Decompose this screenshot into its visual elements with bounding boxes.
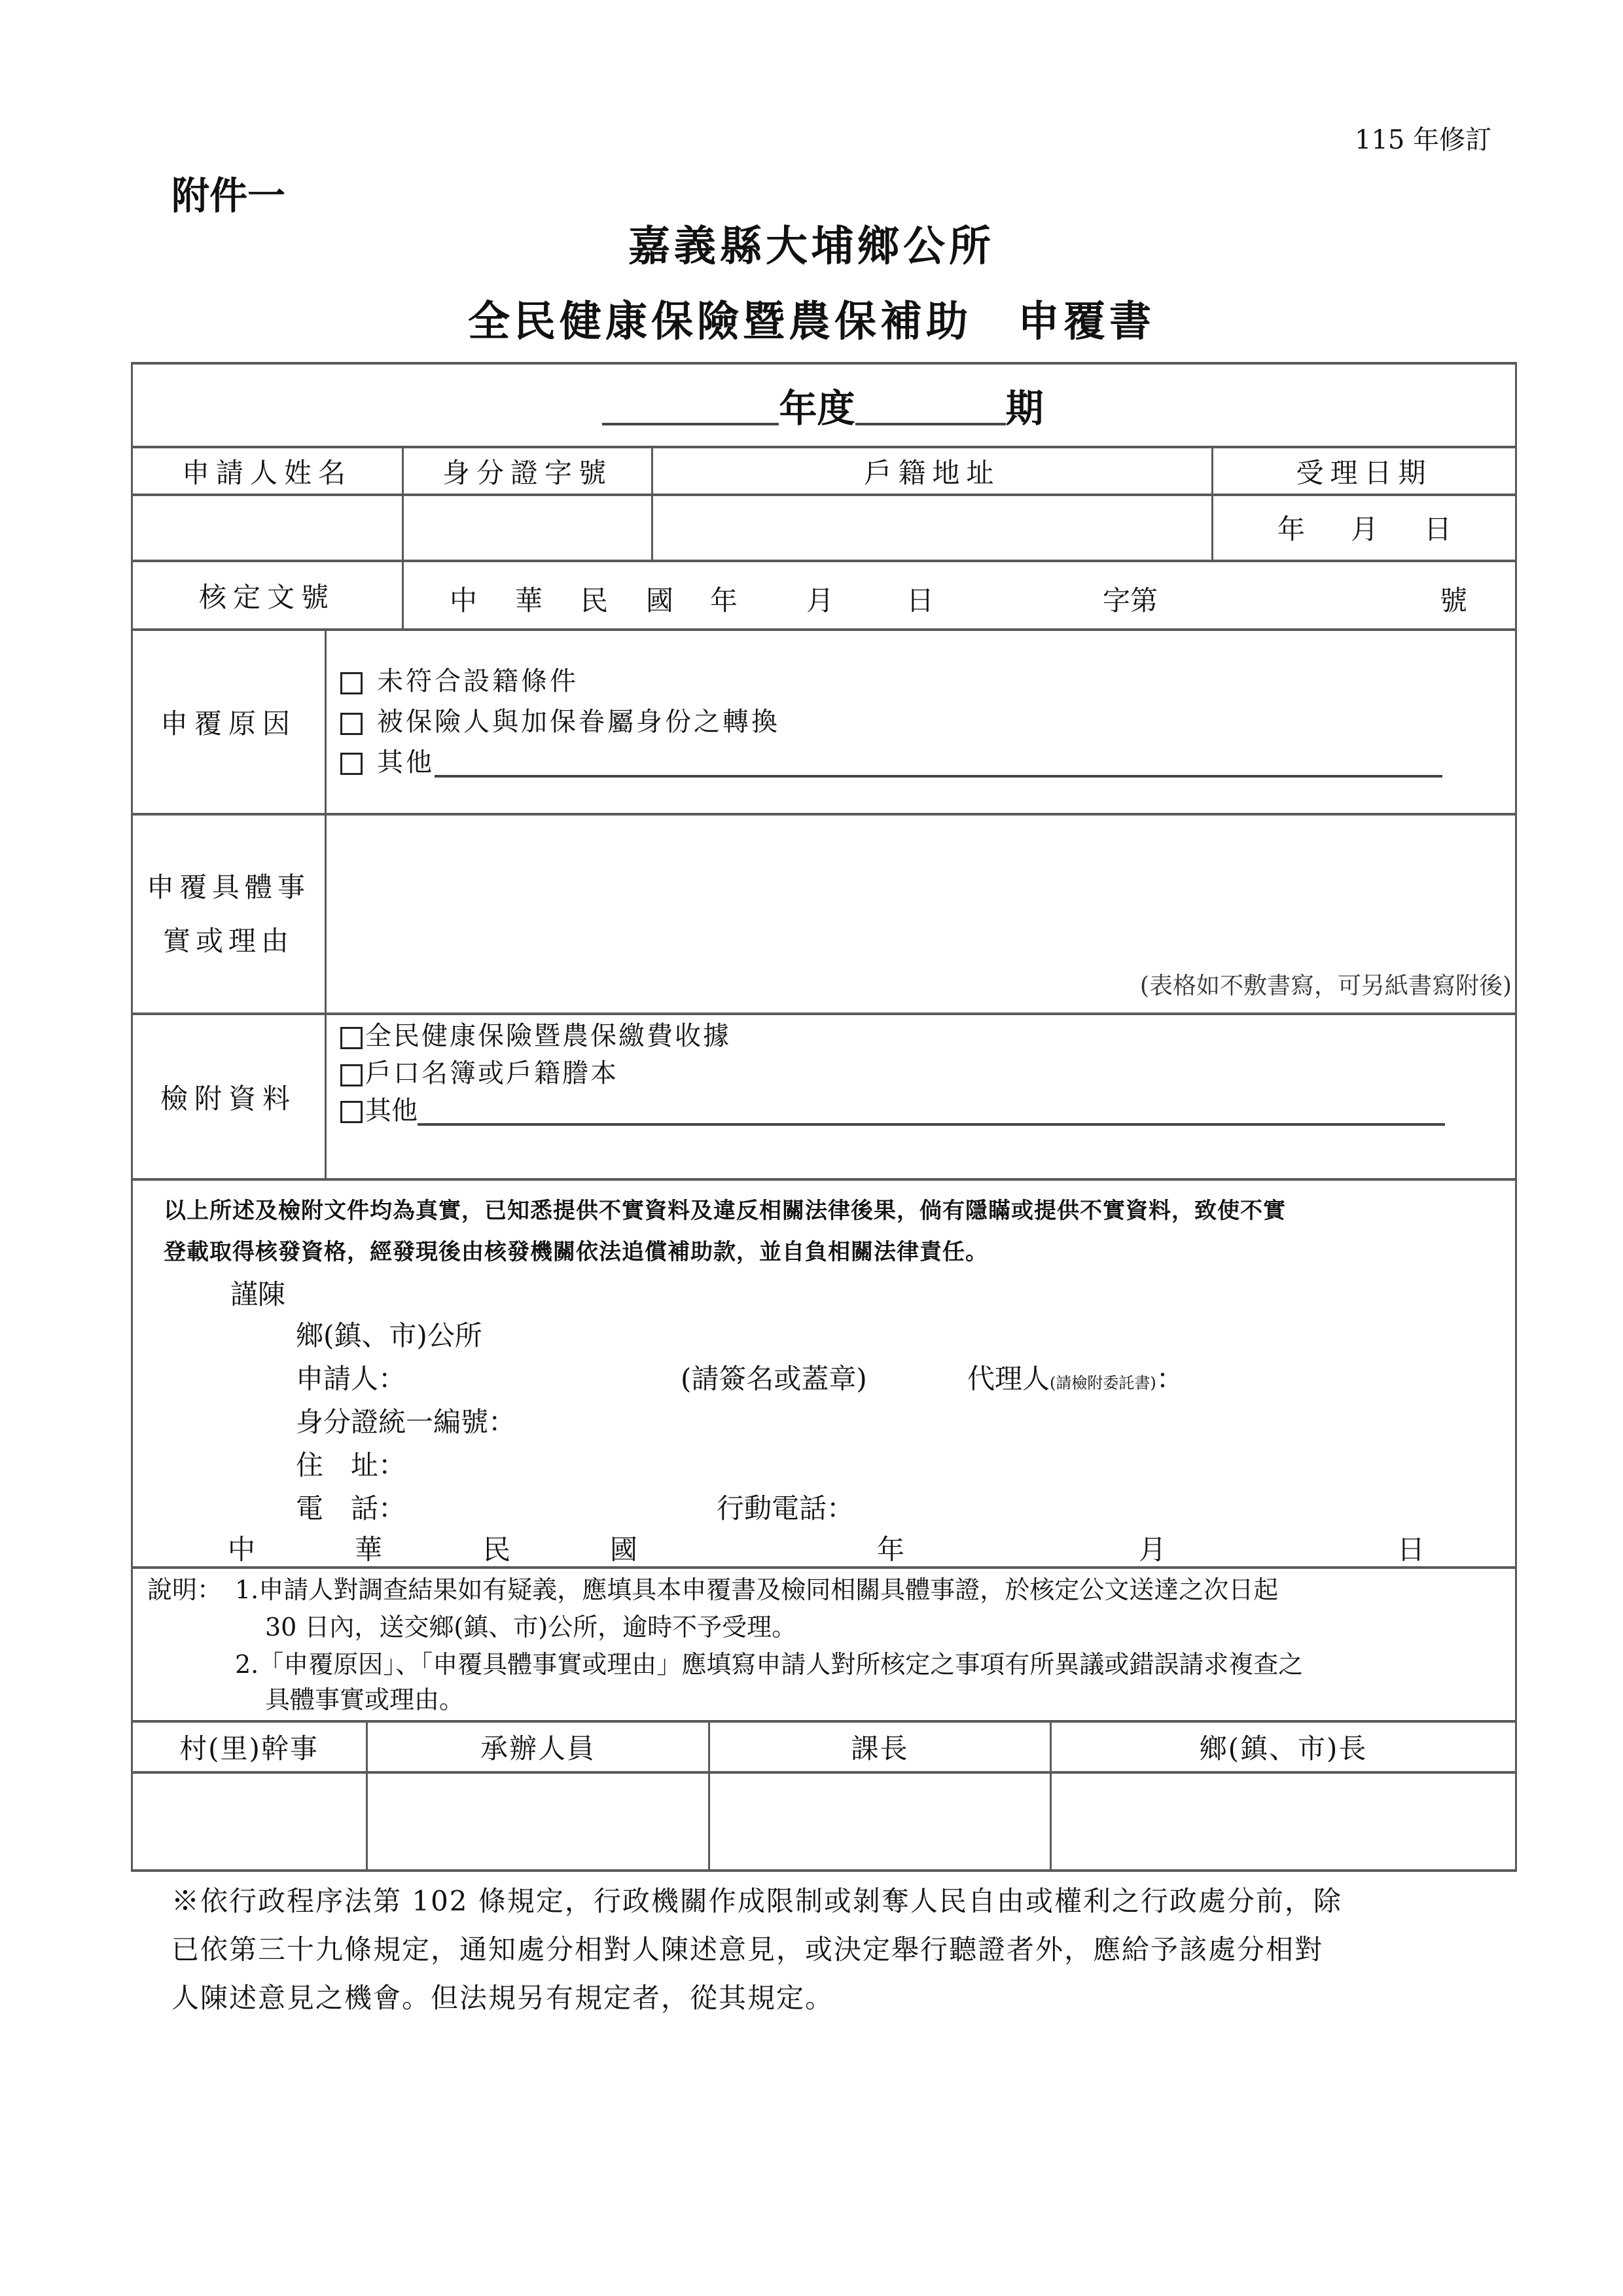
agent-label-text: 代理人: [967, 1363, 1050, 1395]
col-header-received-date: 受理日期: [1296, 456, 1433, 489]
reason-options: [340, 661, 1466, 783]
reason-label: 申覆原因: [160, 708, 296, 740]
footer-line3: 人陳述意見之機會。但法規另有規定者，從其規定。: [171, 1982, 834, 2014]
year-label: 年度: [779, 386, 855, 431]
recipient: 鄉(鎮、市)公所: [296, 1319, 482, 1352]
attachment-label: 附件一: [171, 173, 286, 218]
checkbox-icon[interactable]: [340, 672, 363, 694]
id-number-label: 身分證統一編號：: [296, 1406, 516, 1438]
reason-option-label: 未符合設籍條件: [377, 666, 579, 696]
form-title: 全民健康保險暨農保補助 申覆書: [468, 298, 1155, 346]
applicant-id-field[interactable]: [404, 496, 651, 559]
approval-month-label: 月: [806, 584, 834, 617]
footer-line1: ※依行政程序法第 102 條規定，行政機關作成限制或剝奪人民自由或權利之行政處分前，除: [171, 1885, 1342, 1917]
col-header-id: 身分證字號: [442, 456, 613, 489]
checkbox-icon[interactable]: [340, 1027, 363, 1049]
declaration-date: [131, 1528, 1515, 1565]
applicant-name-field[interactable]: [133, 496, 401, 559]
attachment-option[interactable]: [340, 1055, 1466, 1092]
agent-hint: (請檢附委託書): [1050, 1374, 1156, 1392]
facts-textarea[interactable]: [327, 816, 1514, 973]
notes-prefix: 說明：: [147, 1575, 223, 1604]
agent-field[interactable]: [1243, 1355, 1505, 1391]
note-1-line1: 1.申請人對調查結果如有疑義，應填具本申覆書及檢同相關具體事證，於核定公文送達之次日起: [235, 1575, 1279, 1604]
attachments-label: 檢附資料: [160, 1082, 296, 1115]
date-char: 華: [355, 1534, 383, 1566]
mobile-label: 行動電話：: [717, 1492, 855, 1524]
approval-year-label: 年: [710, 584, 738, 617]
signoff-box-section-chief[interactable]: [710, 1774, 1050, 1869]
signoff-box-mayor[interactable]: [1052, 1774, 1515, 1869]
row-divider: [131, 1178, 1517, 1181]
attachment-other-input[interactable]: [418, 1097, 1445, 1126]
attachment-option-label: 其他: [365, 1096, 418, 1126]
agent-colon: ：: [1156, 1363, 1184, 1395]
row-divider: [131, 1013, 1517, 1015]
attachments-options: [340, 1018, 1466, 1130]
row-divider: [131, 1566, 1517, 1569]
reason-other-input[interactable]: [435, 749, 1442, 778]
period-input[interactable]: [855, 385, 1006, 425]
applicant-signature-field[interactable]: [419, 1355, 674, 1391]
checkbox-icon[interactable]: [340, 753, 363, 775]
sign-hint: (請簽名或蓋章): [681, 1363, 867, 1395]
reason-option[interactable]: [340, 661, 1466, 702]
period-row: [131, 365, 1515, 446]
facts-note: (表格如不敷書寫，可另紙書寫附後): [1139, 973, 1512, 999]
checkbox-icon[interactable]: [340, 713, 363, 735]
date-day-label: 日: [1397, 1534, 1425, 1566]
signoff-header-clerk: 承辦人員: [480, 1732, 596, 1765]
attachment-option-label: 全民健康保險暨農保繳費收據: [365, 1021, 731, 1051]
col-header-address: 戶籍地址: [864, 456, 1001, 489]
attachment-option[interactable]: [340, 1018, 1466, 1055]
revision-label: 115 年修訂: [1355, 125, 1492, 155]
col-divider: [325, 628, 327, 1178]
received-year-label: 年: [1277, 513, 1305, 545]
date-char: 民: [483, 1534, 511, 1566]
id-number-field[interactable]: [550, 1398, 1139, 1435]
signoff-header-section-chief: 課長: [851, 1732, 909, 1765]
reason-option-label: 被保險人與加保眷屬身份之轉換: [377, 707, 780, 737]
table-border-right: [1515, 363, 1517, 1872]
signoff-header-village: 村(里)幹事: [179, 1732, 319, 1765]
approval-no-field[interactable]: [404, 562, 1515, 628]
approval-word-label: 字第: [1103, 584, 1158, 617]
mobile-field[interactable]: [877, 1484, 1335, 1521]
date-char: 國: [610, 1534, 638, 1566]
agent-label: [967, 1357, 1184, 1397]
footer-line2: 已依第三十九條規定，通知處分相對人陳述意見，或決定舉行聽證者外，應給予該處分相對: [171, 1933, 1324, 1965]
date-year-label: 年: [877, 1534, 905, 1566]
declaration-line1: 以上所述及檢附文件均為真實，已知悉提供不實資料及違反相關法律後果，倘有隱瞞或提供不實資料，致使不實: [164, 1198, 1286, 1224]
row-divider: [131, 628, 1517, 631]
date-char: 中: [228, 1534, 256, 1566]
received-month-label: 月: [1350, 513, 1378, 545]
signoff-box-village[interactable]: [133, 1774, 366, 1869]
col-header-name: 申請人姓名: [181, 456, 352, 489]
applicant-address-field[interactable]: [654, 496, 1211, 559]
org-title: 嘉義縣大埔鄉公所: [628, 223, 995, 271]
note-2-line1: 2.「申覆原因」、「申覆具體事實或理由」應填寫申請人對所核定之事項有所異議或錯誤請求複查之: [235, 1650, 1304, 1679]
reason-option-label: 其他: [377, 747, 435, 778]
facts-label-line2: 實或理由: [162, 924, 294, 957]
facts-label-line1: 申覆具體事: [146, 870, 310, 903]
salutation: 謹陳: [230, 1278, 286, 1310]
address-field[interactable]: [419, 1441, 1466, 1478]
row-divider: [131, 1869, 1517, 1872]
approval-day-label: 日: [906, 584, 935, 617]
note-1-line2: 30 日內，送交鄉(鎮、市)公所，逾時不予受理。: [265, 1613, 797, 1641]
received-day-label: 日: [1424, 513, 1452, 545]
received-date-field[interactable]: [1214, 496, 1515, 559]
checkbox-icon[interactable]: [340, 1101, 363, 1123]
date-month-label: 月: [1139, 1534, 1167, 1566]
year-input[interactable]: [602, 385, 779, 425]
phone-field[interactable]: [419, 1484, 707, 1521]
reason-option[interactable]: [340, 702, 1466, 742]
reason-option[interactable]: [340, 742, 1466, 783]
facts-label: [132, 816, 325, 1013]
note-2-line2: 具體事實或理由。: [265, 1685, 465, 1714]
applicant-sign-label: 申請人：: [296, 1363, 406, 1395]
signoff-box-clerk[interactable]: [368, 1774, 708, 1869]
attachment-option[interactable]: [340, 1092, 1466, 1130]
signoff-header-mayor: 鄉(鎮、市)長: [1199, 1732, 1368, 1765]
checkbox-icon[interactable]: [340, 1064, 363, 1086]
approval-no-label: 核定文號: [198, 581, 335, 613]
attachment-option-label: 戶口名簿或戶籍謄本: [365, 1058, 618, 1088]
approval-roc-label: 中 華 民 國: [450, 584, 679, 617]
address-label: 住 址：: [296, 1449, 406, 1481]
approval-number-label: 號: [1440, 584, 1468, 617]
phone-label: 電 話：: [296, 1492, 406, 1524]
declaration-line2: 登載取得核發資格，經發現後由核發機關依法追償補助款，並自負相關法律責任。: [164, 1239, 988, 1265]
period-label: 期: [1005, 386, 1044, 431]
